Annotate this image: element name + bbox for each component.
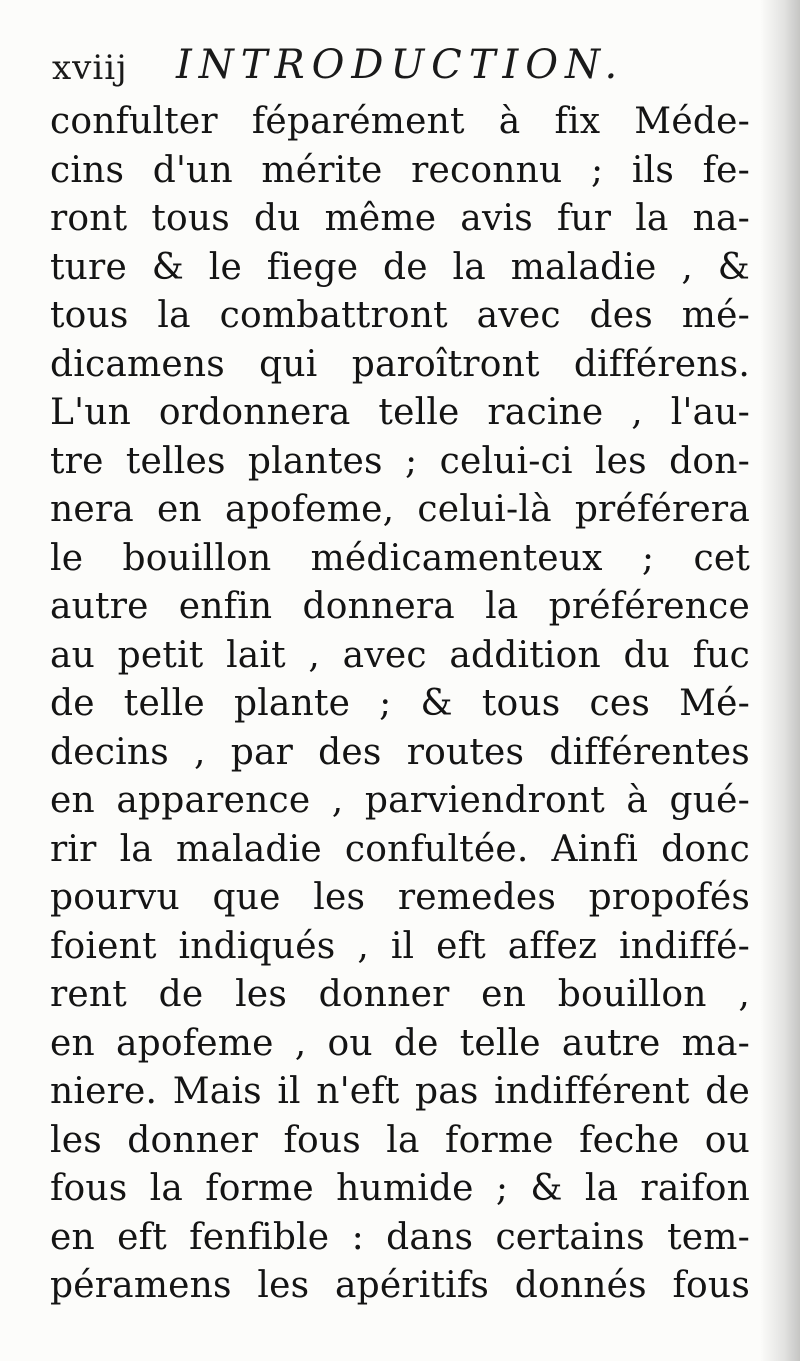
text-line: fous la forme humide ; & la raifon <box>50 1168 750 1209</box>
text-line: tous la combattront avec des mé- <box>50 295 750 336</box>
text-line: en apofeme , ou de telle autre ma- <box>50 1022 750 1064</box>
text-line: rir la maladie confultée. Ainfi donc <box>50 828 750 870</box>
running-head: INTRODUCTION. <box>176 42 625 88</box>
text-line: ront tous du même avis fur la na- <box>50 198 750 239</box>
text-line: L'un ordonnera telle racine , l'au- <box>50 392 750 433</box>
text-line: au petit lait , avec addition du fuc <box>50 634 750 676</box>
text-line: les donner fous la forme feche ou <box>50 1119 750 1161</box>
body-text <box>50 98 750 1311</box>
text-line: tre telles plantes ; celui-ci les don- <box>50 440 750 482</box>
text-line: nera en apofeme, celui-là préférera <box>50 489 750 530</box>
text-line: en apparence , parviendront à gué- <box>50 780 750 821</box>
text-line: de telle plante ; & tous ces Mé- <box>50 683 750 724</box>
page-header <box>52 42 752 102</box>
text-line: cins d'un mérite reconnu ; ils fe- <box>50 149 750 191</box>
text-line: decins , par des routes différentes <box>50 731 750 773</box>
text-line: foient indiqués , il eft affez indiffé- <box>50 925 750 967</box>
text-line: rent de les donner en bouillon , <box>50 974 750 1015</box>
page-edge-shadow <box>760 0 800 1361</box>
text-line: ture & le fiege de la maladie , & <box>50 246 750 288</box>
page-number: xviij <box>52 48 128 88</box>
text-line: confulter féparément à fix Méde- <box>50 101 750 142</box>
text-line: niere. Mais il n'eft pas indifférent de <box>50 1071 750 1112</box>
text-line: péramens les apéritifs donnés fous <box>50 1265 750 1306</box>
text-line: dicamens qui paroîtront différens. <box>50 343 750 385</box>
text-line: en eft fenfible : dans certains tem- <box>50 1216 750 1258</box>
text-line: autre enfin donnera la préférence <box>50 586 750 627</box>
text-line: pourvu que les remedes propofés <box>50 877 750 918</box>
text-line: le bouillon médicamenteux ; cet <box>50 537 750 579</box>
